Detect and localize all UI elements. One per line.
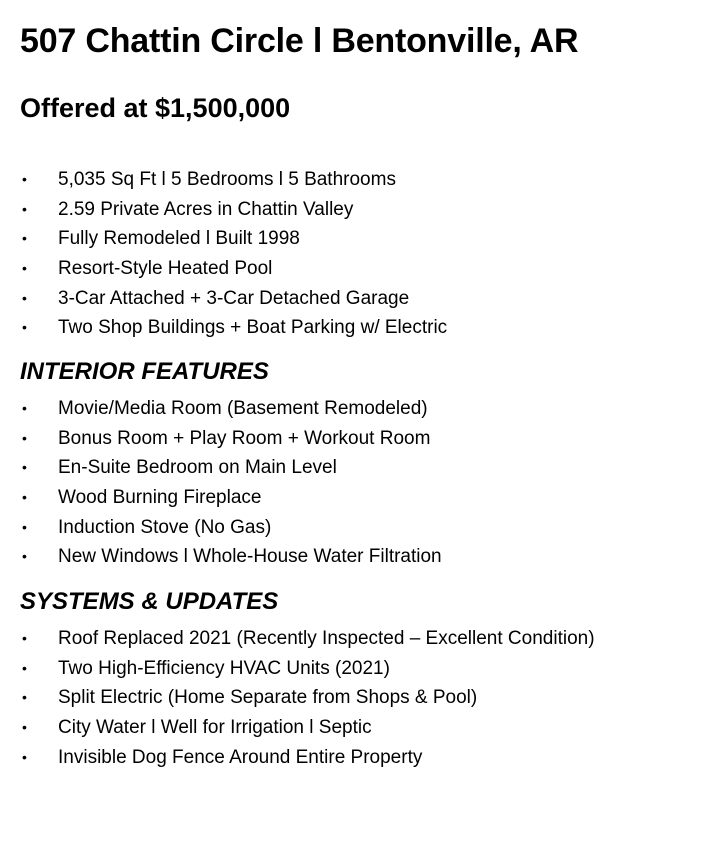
bullet-icon: •	[22, 548, 27, 565]
list-item-text: Split Electric (Home Separate from Shops & Pool)	[58, 687, 478, 709]
listing-price: Offered at $1,500,000	[20, 93, 291, 123]
list-item-text: Roof Replaced 2021 (Recently Inspected – Excellent Condition)	[58, 628, 595, 649]
bullet-icon: •	[22, 171, 27, 187]
list-item-text: En-Suite Bedroom on Main Level	[58, 457, 337, 479]
bullet-icon: •	[22, 630, 27, 646]
bullet-icon: •	[22, 659, 27, 676]
listing-title: 507 Chattin Circle l Bentonville, AR	[20, 22, 579, 60]
list-item-text: Resort-Style Heated Pool	[58, 258, 273, 280]
bullet-icon: •	[22, 429, 27, 446]
bullet-icon: •	[22, 748, 27, 765]
bullet-icon: •	[22, 260, 27, 277]
bullet-icon: •	[22, 400, 27, 416]
interior-features-heading: INTERIOR FEATURES	[20, 358, 269, 385]
bullet-icon: •	[22, 319, 27, 336]
list-item-text: 5,035 Sq Ft l 5 Bedrooms l 5 Bathrooms	[58, 169, 396, 190]
bullet-icon: •	[22, 719, 27, 736]
list-item-text: Bonus Room + Play Room + Workout Room	[58, 427, 431, 449]
list-item-text: Induction Stove (No Gas)	[58, 516, 272, 538]
list-item-text: Movie/Media Room (Basement Remodeled)	[58, 398, 428, 419]
list-item-text: Two High-Efficiency HVAC Units (2021)	[58, 657, 390, 679]
bullet-icon: •	[22, 289, 27, 306]
bullet-icon: •	[22, 459, 27, 476]
list-item-text: Wood Burning Fireplace	[58, 487, 262, 509]
list-item-text: Two Shop Buildings + Boat Parking w/ Electric	[58, 317, 448, 339]
systems-updates-heading: SYSTEMS & UPDATES	[20, 588, 279, 615]
list-item-text: Fully Remodeled l Built 1998	[58, 228, 300, 250]
list-item-text: 2.59 Private Acres in Chattin Valley	[58, 198, 354, 220]
list-item-text: 3-Car Attached + 3-Car Detached Garage	[58, 287, 410, 309]
list-item-text: New Windows l Whole-House Water Filtration	[58, 546, 442, 568]
bullet-icon: •	[22, 200, 27, 217]
bullet-icon: •	[22, 230, 27, 247]
bullet-icon: •	[22, 489, 27, 506]
bullet-icon: •	[22, 518, 27, 535]
list-item-text: City Water l Well for Irrigation l Septic	[58, 717, 372, 739]
list-item-text: Invisible Dog Fence Around Entire Property	[58, 746, 423, 768]
bullet-icon: •	[22, 689, 27, 706]
